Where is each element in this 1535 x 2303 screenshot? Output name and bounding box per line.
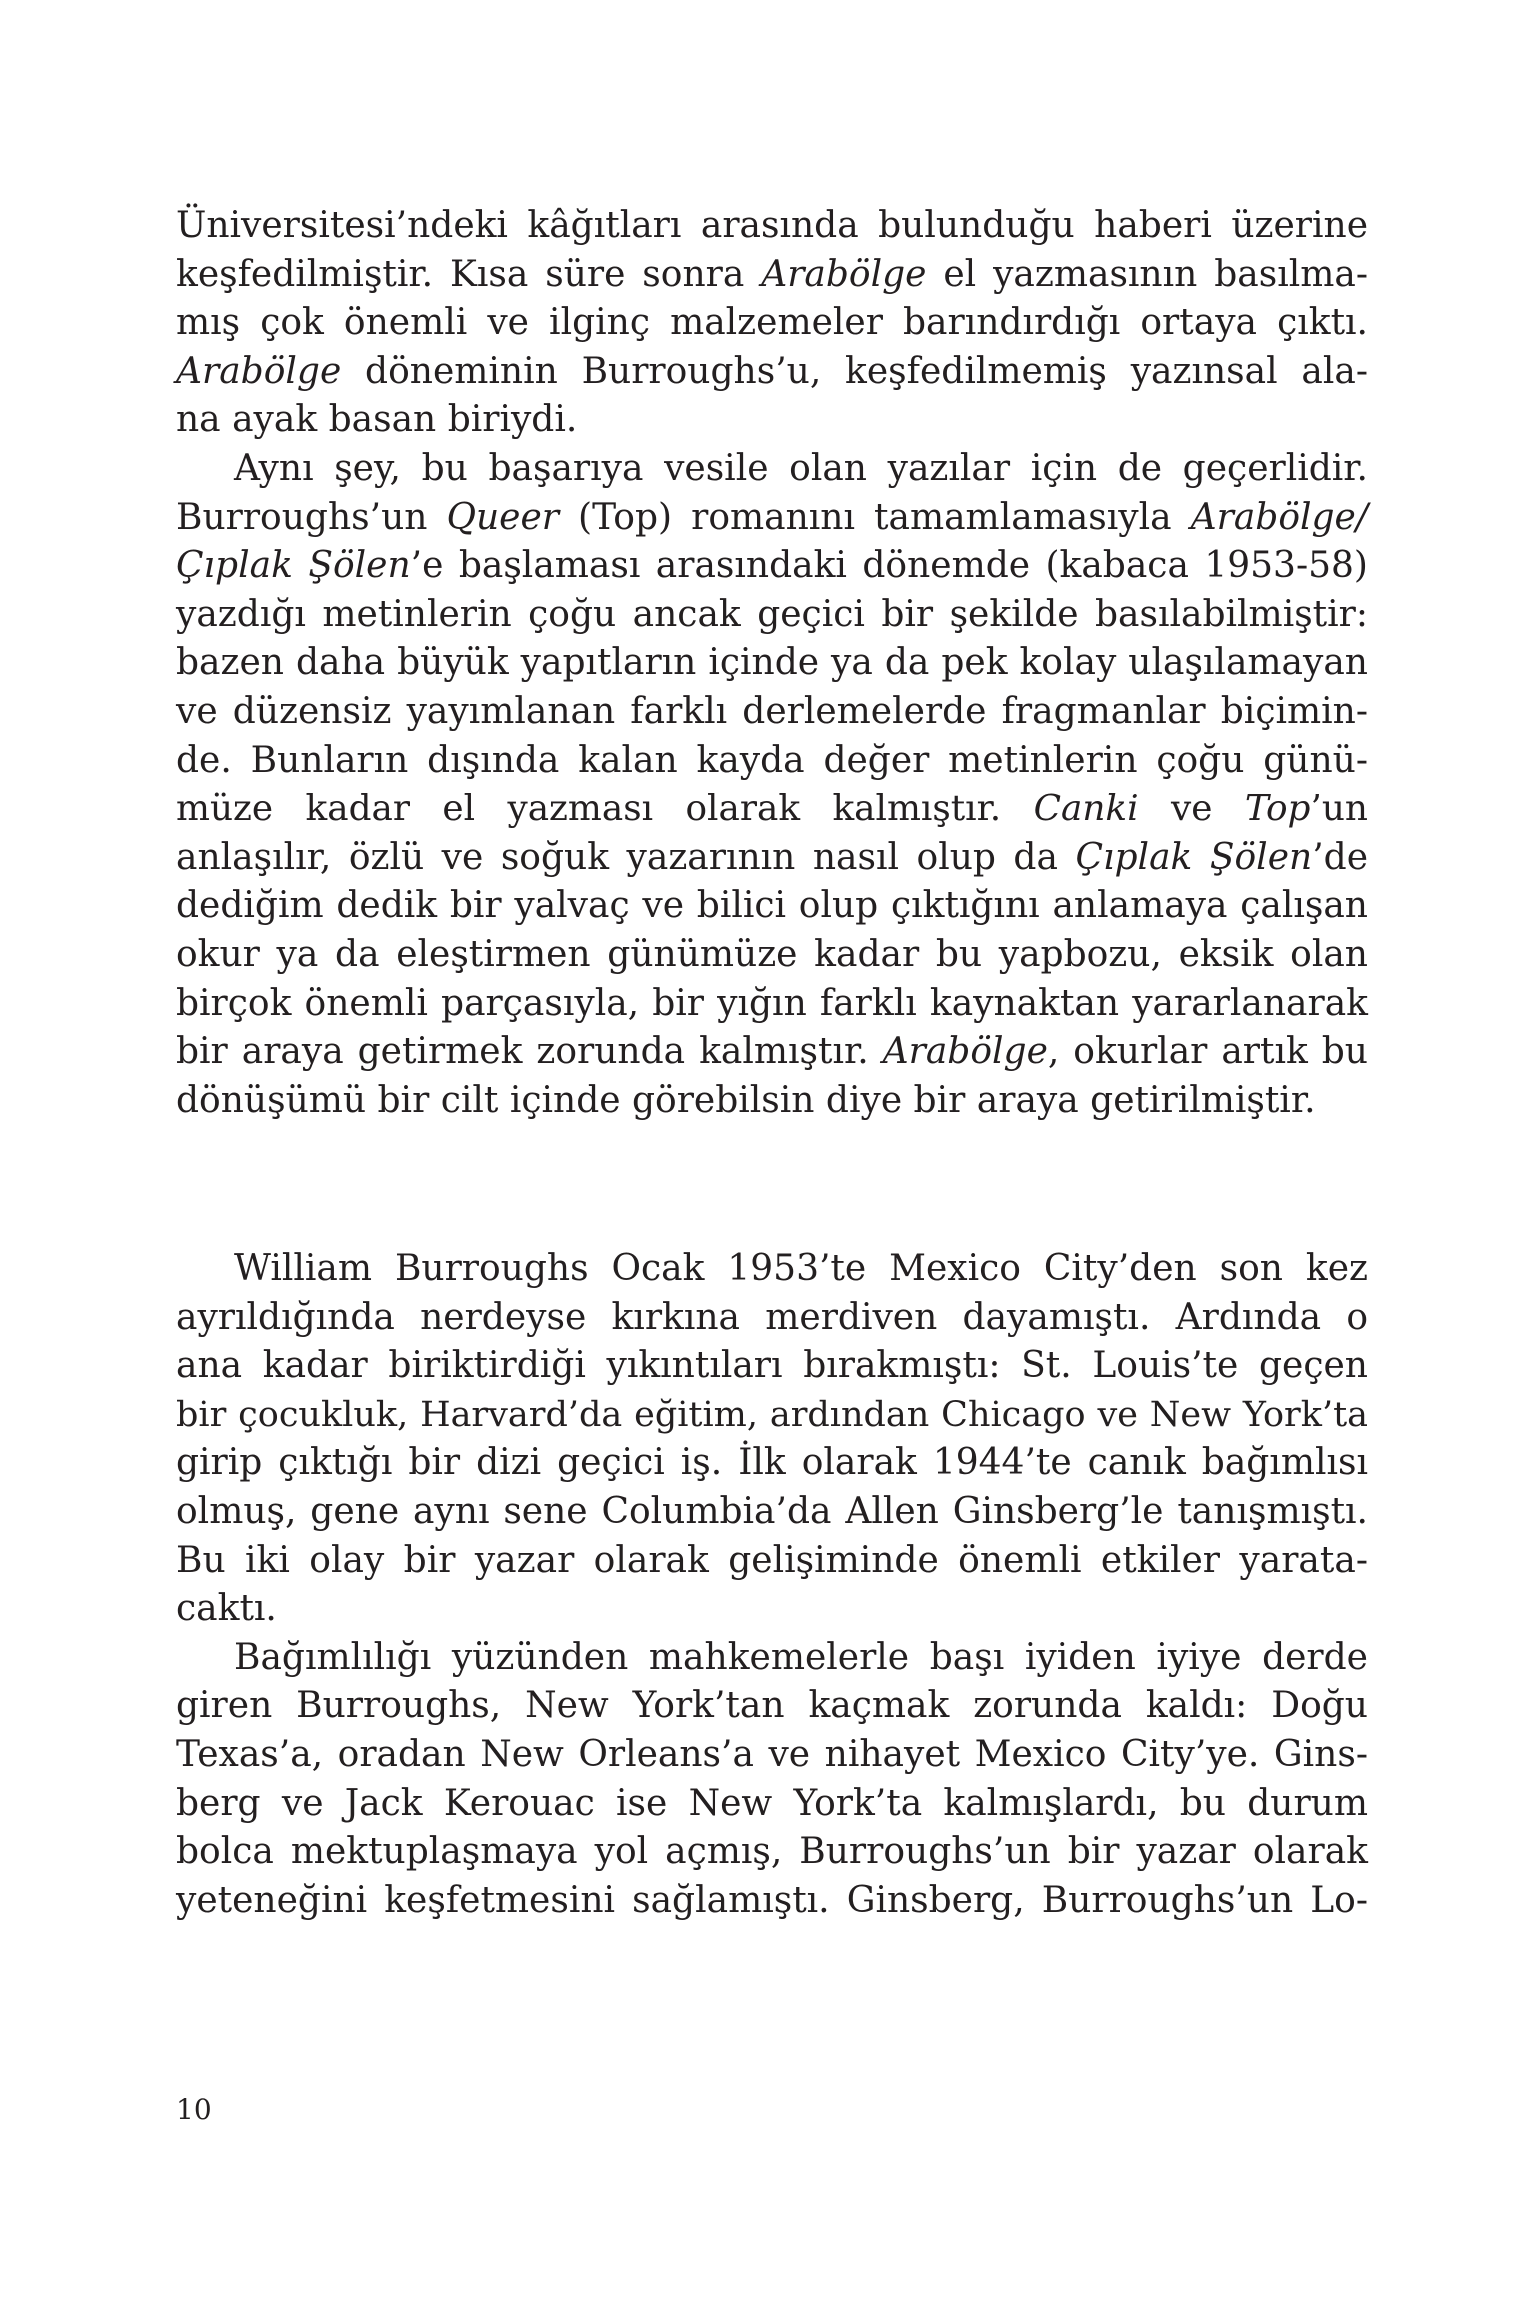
text-line: Texas’a, oradan New Orleans’a ve nihayet Mexico City’ye. Gins- bbox=[176, 1733, 1368, 1775]
text-line: Arabölge döneminin Burroughs’u, keşfedilmemiş yazınsal ala- bbox=[176, 350, 1368, 392]
text-line: de. Bunların dışında kalan kayda değer metinlerin çoğu günü- bbox=[176, 739, 1368, 781]
text-line: giren Burroughs, New York’tan kaçmak zorunda kaldı: Doğu bbox=[176, 1685, 1368, 1727]
italic-title: Queer bbox=[446, 496, 560, 538]
paragraph bbox=[176, 445, 1368, 1125]
text-line: William Burroughs Ocak 1953’te Mexico City’den son kez bbox=[234, 1248, 1368, 1289]
paragraph bbox=[176, 1245, 1368, 1634]
text-line: bir araya getirmek zorunda kalmıştır. Arabölge, okurlar artık bu bbox=[176, 1031, 1368, 1073]
italic-title: Canki bbox=[1033, 788, 1139, 830]
italic-title: Arabölge bbox=[176, 350, 342, 392]
paragraph bbox=[176, 202, 1368, 445]
paragraph bbox=[176, 1634, 1368, 1926]
italic-title: Top bbox=[1244, 788, 1311, 830]
text-line: yeteneğini keşfetmesini sağlamıştı. Ginsberg, Burroughs’un Lo- bbox=[176, 1879, 1368, 1921]
text-line: caktı. bbox=[176, 1588, 277, 1630]
text-line: bolca mektuplaşmaya yol açmış, Burroughs’un bir yazar olarak bbox=[176, 1831, 1368, 1873]
text-line: okur ya da eleştirmen günümüze kadar bu yapbozu, eksik olan bbox=[176, 933, 1368, 975]
text-line: ana kadar biriktirdiği yıkıntıları bırakmıştı: St. Louis’te geçen bbox=[176, 1345, 1368, 1387]
text-line: Bağımlılığı yüzünden mahkemelerle başı iyiden iyiye derde bbox=[234, 1636, 1368, 1678]
text-line: girip çıktığı bir dizi geçici iş. İlk olarak 1944’te canık bağımlısı bbox=[176, 1442, 1368, 1484]
text-line: Aynı şey, bu başarıya vesile olan yazılar için de geçerlidir. bbox=[234, 447, 1368, 489]
text-line: bazen daha büyük yapıtların içinde ya da pek kolay ulaşılamayan bbox=[176, 642, 1368, 684]
text-line: Bu iki olay bir yazar olarak gelişiminde önemli etkiler yarata- bbox=[176, 1539, 1368, 1581]
text-section-2 bbox=[176, 1245, 1368, 1925]
text-line: Çıplak Şölen’e başlaması arasındaki dönemde (kabaca 1953-58) bbox=[176, 545, 1368, 587]
text-line: na ayak basan biriydi. bbox=[176, 399, 578, 441]
text-line: ayrıldığında nerdeyse kırkına merdiven dayamıştı. Ardında o bbox=[176, 1296, 1368, 1338]
text-section-1 bbox=[176, 202, 1368, 1125]
text-line: dediğim dedik bir yalvaç ve bilici olup çıktığını anlamaya çalışan bbox=[176, 885, 1368, 927]
italic-title: Arabölge/ bbox=[1190, 496, 1368, 538]
text-line: Burroughs’un Queer (Top) romanını tamamlamasıyla Arabölge/ bbox=[176, 496, 1368, 538]
italic-title: Arabölge bbox=[761, 253, 927, 295]
text-line: birçok önemli parçasıyla, bir yığın farklı kaynaktan yararlanarak bbox=[176, 982, 1368, 1024]
text-line: müze kadar el yazması olarak kalmıştır. Canki ve Top’un bbox=[176, 788, 1368, 830]
page-number: 10 bbox=[176, 2093, 212, 2126]
text-line: Üniversitesi’ndeki kâğıtları arasında bulunduğu haberi üzerine bbox=[176, 205, 1368, 246]
text-line: dönüşümü bir cilt içinde görebilsin diye bir araya getirilmiştir. bbox=[176, 1079, 1316, 1121]
text-line: berg ve Jack Kerouac ise New York’ta kalmışlardı, bu durum bbox=[176, 1782, 1368, 1824]
text-line: bir çocukluk, Harvard’da eğitim, ardından Chicago ve New York’ta bbox=[176, 1394, 1368, 1435]
text-line: olmuş, gene aynı sene Columbia’da Allen Ginsberg’le tanışmıştı. bbox=[176, 1490, 1368, 1532]
text-line: keşfedilmiştir. Kısa süre sonra Arabölge el yazmasının basılma- bbox=[176, 253, 1368, 295]
italic-title: Arabölge bbox=[882, 1031, 1048, 1073]
text-line: anlaşılır, özlü ve soğuk yazarının nasıl olup da Çıplak Şölen’de bbox=[176, 836, 1368, 878]
text-line: yazdığı metinlerin çoğu ancak geçici bir şekilde basılabilmiştir: bbox=[176, 593, 1368, 635]
italic-title: Çıplak Şölen bbox=[176, 545, 411, 587]
text-line: ve düzensiz yayımlanan farklı derlemelerde fragmanlar biçimin- bbox=[176, 690, 1368, 732]
italic-title: Çıplak Şölen bbox=[1075, 836, 1313, 878]
text-line: mış çok önemli ve ilginç malzemeler barındırdığı ortaya çıktı. bbox=[176, 302, 1368, 344]
